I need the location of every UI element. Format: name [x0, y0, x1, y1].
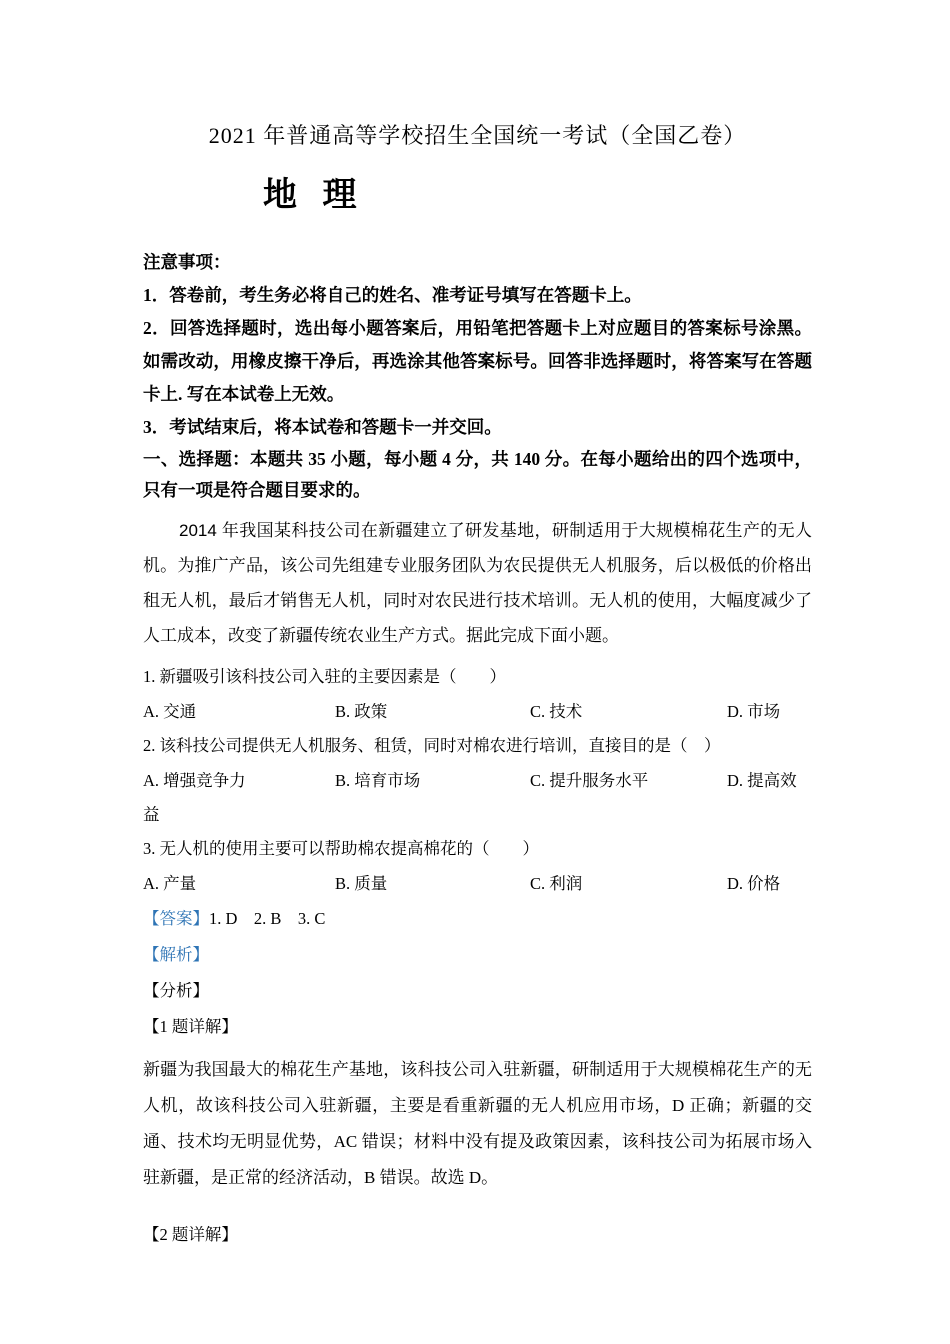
jiexi-tag: 【解析】 [143, 945, 209, 964]
answer-line [143, 908, 812, 930]
answer-values: 1. D 2. B 3. C [209, 909, 326, 928]
question-2-options [143, 770, 812, 791]
question-3-stem: 3. 无人机的使用主要可以帮助棉农提高棉花的（ ） [143, 839, 539, 858]
detail-1-text: 新疆为我国最大的棉花生产基地，该科技公司入驻新疆，研制适用于大规模棉花生产的无人机，故该科技公司入驻新疆，主要是看重新疆的无人机应用市场，D 正确；新疆的交通、技术均无明显优势，AC 错误；材料中没有提及政策因素，该科技公司为拓展市场入驻新疆，是正常的经济活动，B 错误。故选 D。 [143, 1060, 812, 1187]
question-3-options [143, 873, 812, 894]
question-3-option-a: A. 产量 [143, 874, 197, 893]
question-1-option-b: B. 政策 [335, 702, 388, 721]
section-heading: 一、选择题：本题共 35 小题，每小题 4 分，共 140 分。在每小题给出的四个选项中，只有一项是符合题目要求的。 [143, 449, 812, 500]
question-3-option-d: D. 价格 [727, 874, 781, 893]
question-2-stem: 2. 该科技公司提供无人机服务、租赁，同时对棉农进行培训，直接目的是（ ） [143, 736, 721, 755]
question-1-stem: 1. 新疆吸引该科技公司入驻的主要因素是（ ） [143, 667, 506, 686]
notice-item-1: 1．答卷前，考生务必将自己的姓名、准考证号填写在答题卡上。 [143, 285, 642, 305]
notice-item-3: 3．考试结束后，将本试卷和答题卡一并交回。 [143, 417, 502, 437]
exam-title: 2021 年普通高等学校招生全国统一考试（全国乙卷） [208, 123, 747, 148]
question-3-option-b: B. 质量 [335, 874, 388, 893]
question-1-option-a: A. 交通 [143, 702, 197, 721]
notice-item-2: 2．回答选择题时，选出每小题答案后，用铅笔把答题卡上对应题目的答案标号涂黑。如需改动，用橡皮擦干净后，再选涂其他答案标号。回答非选择题时，将答案写在答题卡上. 写在本试卷上无效。 [143, 318, 812, 404]
fenxi-tag: 【分析】 [143, 981, 209, 1000]
question-1-option-d: D. 市场 [727, 702, 781, 721]
question-3-option-c: C. 利润 [530, 874, 583, 893]
question-2-option-a: A. 增强竞争力 [143, 771, 246, 790]
question-2-option-c: C. 提升服务水平 [530, 771, 649, 790]
question-2-option-d-overflow: 益 [143, 805, 160, 824]
subject-heading: 地 理 [263, 176, 365, 214]
question-1-options [143, 701, 812, 722]
answer-tag: 【答案】 [143, 909, 209, 928]
detail-2-tag: 【2 题详解】 [143, 1225, 238, 1244]
notice-heading: 注意事项： [143, 252, 231, 272]
question-1-option-c: C. 技术 [530, 702, 583, 721]
question-2-option-b: B. 培育市场 [335, 771, 421, 790]
question-2-option-d: D. 提高效 [727, 771, 797, 790]
detail-1-tag: 【1 题详解】 [143, 1017, 238, 1036]
passage: 2014 年我国某科技公司在新疆建立了研发基地，研制适用于大规模棉花生产的无人机。为推广产品，该公司先组建专业服务团队为农民提供无人机服务，后以极低的价格出租无人机，最后才销售无人机，同时对农民进行技术培训。无人机的使用，大幅度减少了人工成本，改变了新疆传统农业生产方式。据此完成下面小题。 [143, 521, 812, 645]
